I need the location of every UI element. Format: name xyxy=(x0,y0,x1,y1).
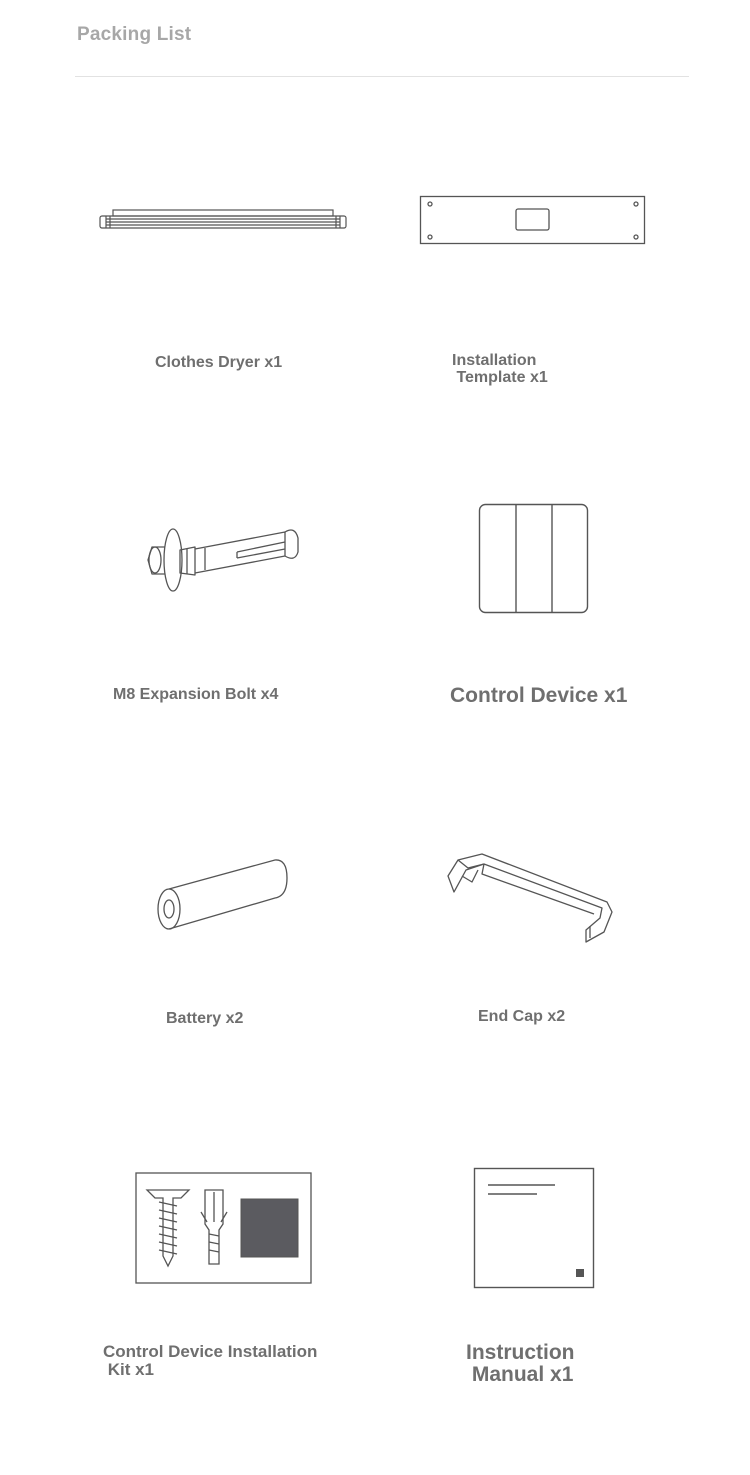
installation-template-icon xyxy=(419,195,647,245)
page-title: Packing List xyxy=(77,24,192,45)
installation-kit-icon xyxy=(135,1172,312,1284)
item-label-installation-kit: Control Device Installation Kit x1 xyxy=(103,1342,318,1379)
item-label-control-device: Control Device x1 xyxy=(450,684,628,707)
item-label-battery: Battery x2 xyxy=(166,1010,244,1027)
item-label-installation-template: Installation Template x1 xyxy=(452,352,548,386)
item-label-instruction-manual: Instruction Manual x1 xyxy=(466,1341,575,1387)
item-label-clothes-dryer: Clothes Dryer x1 xyxy=(155,354,283,371)
header-divider xyxy=(75,76,689,77)
item-label-end-cap: End Cap x2 xyxy=(478,1008,566,1025)
battery-icon xyxy=(156,857,291,931)
expansion-bolt-icon xyxy=(145,522,305,597)
end-cap-icon xyxy=(444,852,616,944)
item-label-expansion-bolt: M8 Expansion Bolt x4 xyxy=(113,686,279,703)
instruction-manual-icon xyxy=(473,1167,595,1289)
clothes-dryer-icon xyxy=(98,208,348,232)
control-device-icon xyxy=(478,503,590,615)
